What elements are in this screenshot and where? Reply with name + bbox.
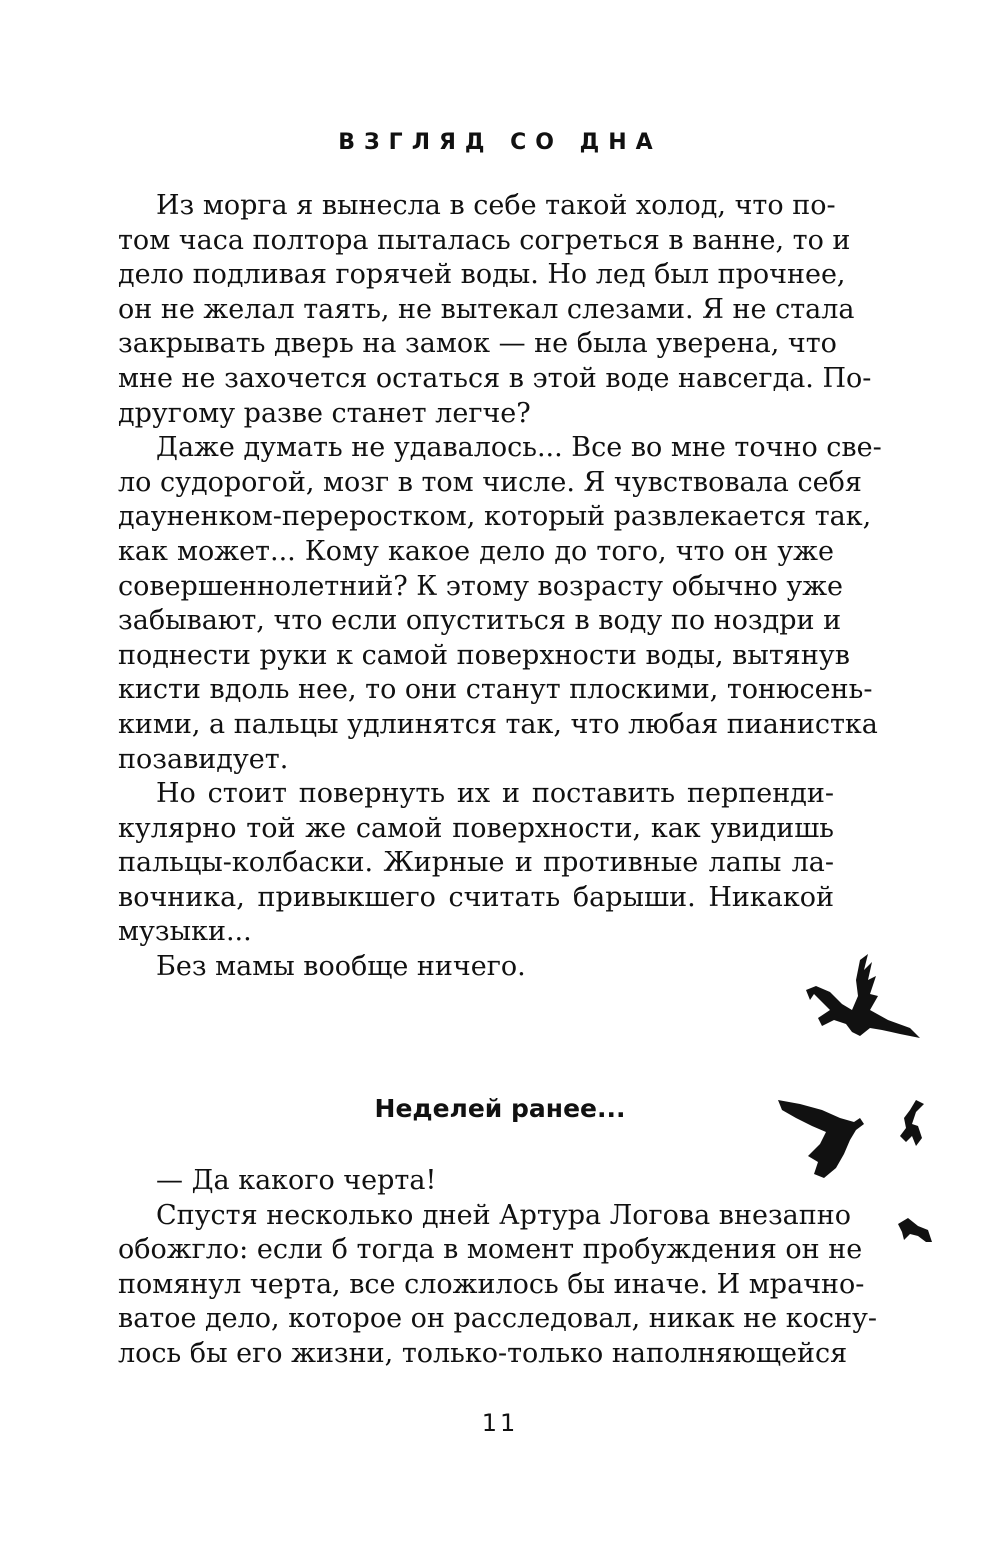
bird-icon	[900, 1100, 924, 1146]
text-line: как может... Кому какое дело до того, что он уже	[118, 535, 834, 567]
flying-birds-illustration	[760, 950, 960, 1280]
text-line: Из морга я вынесла в себе такой холод, что по-	[156, 190, 836, 221]
text-line: дело подливая горячей воды. Но лед был прочнее,	[118, 259, 846, 291]
bird-icon	[806, 954, 920, 1038]
text-line: поднести руки к самой поверхности воды, вытянув	[118, 639, 850, 671]
text-line: он не желал таять, не вытекал слезами. Я не стала	[118, 293, 855, 325]
text-line: совершеннолетний? К этому возрасту обычно уже	[118, 570, 844, 602]
text-line: мне не захочется остаться в этой воде навсегда. По-	[118, 362, 872, 394]
text-line: том часа полтора пыталась согреться в ванне, то и	[118, 224, 851, 256]
section-subheading: Неделей ранее...	[374, 1094, 626, 1123]
text-block-main	[118, 189, 882, 985]
text-line: кулярно той же самой поверхности, как увидишь	[118, 812, 834, 844]
text-line: кисти вдоль нее, то они станут плоскими, тонюсень-	[118, 674, 873, 706]
text-line: Без мамы вообще ничего.	[156, 951, 526, 983]
text-line: закрывать дверь на замок — не была уверена, что	[118, 328, 837, 360]
text-line: позавидует.	[118, 743, 289, 775]
text-line: — Да какого черта!	[156, 1165, 437, 1196]
running-head: ВЗГЛЯД СО ДНА	[338, 130, 662, 155]
text-line: обожгло: если б тогда в момент пробуждения он не	[118, 1234, 863, 1266]
text-line: лось бы его жизни, только-только наполняющейся	[118, 1337, 848, 1369]
text-line: ло судорогой, мозг в том числе. Я чувствовала себя	[118, 466, 862, 498]
bird-icon	[778, 1100, 864, 1178]
text-block-continuation	[118, 1164, 877, 1372]
text-line: другому разве станет легче?	[118, 397, 531, 429]
text-line: дауненком-переростком, который развлекается так,	[118, 501, 872, 533]
text-line: музыки...	[118, 916, 252, 948]
text-line: ватое дело, которое он расследовал, никак не косну-	[118, 1303, 877, 1335]
text-line: Но стоит повернуть их и поставить перпенди-	[156, 778, 834, 810]
text-line: Даже думать не удавалось... Все во мне точно све-	[156, 432, 882, 464]
page-number: 11	[481, 1409, 519, 1437]
text-line: пальцы-колбаски. Жирные и противные лапы ла-	[118, 847, 834, 879]
text-line: вочника, привыкшего считать барыши. Никакой	[118, 881, 834, 913]
text-line: забывают, что если опуститься в воду по ноздри и	[118, 605, 842, 637]
bird-icon	[898, 1218, 932, 1242]
text-line: кими, а пальцы удлинятся так, что любая пианистка	[118, 708, 878, 740]
text-line: Спустя несколько дней Артура Логова внезапно	[156, 1199, 852, 1231]
text-line: помянул черта, все сложилось бы иначе. И мрачно-	[118, 1268, 865, 1300]
